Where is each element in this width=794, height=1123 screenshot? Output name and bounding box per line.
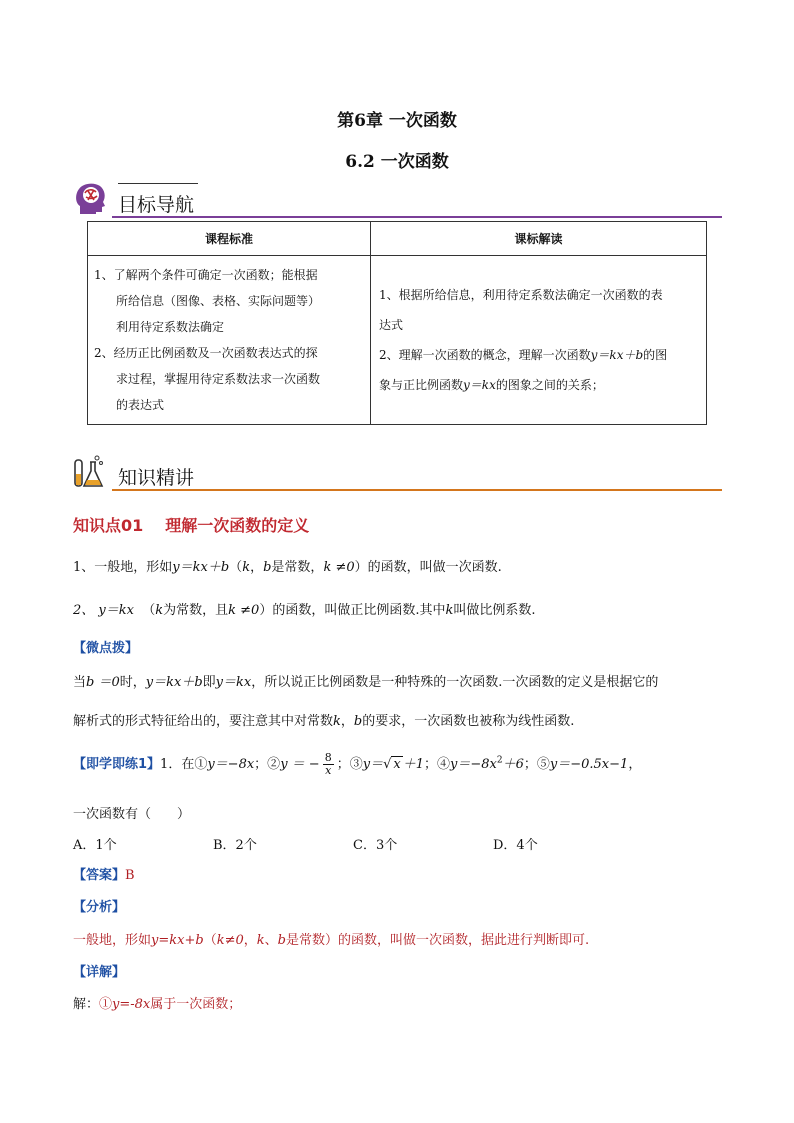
math-expr: b ＝0	[86, 675, 120, 690]
text: （	[229, 560, 243, 575]
option-c: C．3个	[353, 838, 398, 853]
course-standards-table	[87, 221, 707, 425]
text: ，	[250, 560, 264, 575]
interp-text: 的图象之间的关系；	[495, 378, 604, 392]
standard-line: 所给信息（图像、表格、实际问题等）	[116, 294, 321, 308]
text: 、	[264, 933, 278, 948]
option-b: B．2个	[213, 838, 257, 853]
text: ①	[99, 997, 113, 1012]
table-cell-standard	[88, 256, 371, 425]
text: 解析式的形式特征给出的，要注意其中对常数	[73, 714, 334, 729]
practice-question: 【即学即练1】1．在①y＝−8x；②y ＝ − $\frac{8}{x}$ ；③y＝√ x ＋1；$④y=-8x^2+6$；⑤y＝−0.5x−1，	[73, 751, 642, 777]
math-expr: y＝	[362, 757, 384, 772]
text: 即	[202, 675, 216, 690]
answer-line	[73, 864, 135, 883]
text: 叫做比例系数.	[453, 603, 536, 618]
math-expr: b	[277, 933, 286, 948]
math-expr: y ＝ −	[280, 757, 320, 772]
math-expr: k	[445, 603, 454, 618]
standard-line: 求过程，掌握用待定系数法求一次函数	[116, 372, 321, 386]
definition-2	[73, 599, 536, 618]
analysis-label: 【分析】	[73, 900, 126, 915]
text: 解：	[73, 997, 100, 1012]
option-a: A．1个	[73, 838, 117, 853]
text: ）的函数，叫做一次函数.	[354, 560, 502, 575]
exponent: 2	[496, 755, 503, 766]
fraction-denominator: x	[325, 764, 332, 777]
text: 当	[73, 675, 87, 690]
math-expr: k	[155, 603, 164, 618]
interp-text: 象与正比例函数	[379, 378, 464, 392]
answer-label: 【答案】	[73, 868, 126, 883]
text: ）的函数，叫做正比例函数.其中	[259, 603, 446, 618]
math-expr: y＝kx＋b	[590, 348, 644, 362]
tip-line-2	[73, 710, 574, 729]
math-expr: y＝kx＋b	[172, 560, 230, 575]
math-expr: y＝kx＋b	[145, 675, 203, 690]
practice-question-line-2: 一次函数有（ ）	[73, 807, 191, 822]
text: ，	[243, 933, 257, 948]
text: ；⑤	[523, 757, 550, 772]
text: 属于一次函数；	[150, 997, 242, 1012]
text: （	[203, 933, 217, 948]
interp-line	[379, 340, 698, 370]
knowledge-point-heading	[73, 513, 331, 536]
text: ，	[628, 757, 642, 772]
knowledge-header-title: 知识精讲	[118, 467, 195, 489]
table-header-row	[88, 222, 707, 256]
interp-text: 2、理解一次函数的概念，理解一次函数	[379, 348, 591, 362]
math-expr: k	[256, 933, 265, 948]
text: 1、一般地，形如	[73, 560, 173, 575]
standard-line: 利用待定系数法确定	[116, 320, 225, 334]
kp-title: 理解一次函数的定义	[165, 516, 310, 535]
option-d: D．4个	[493, 838, 538, 853]
nav-header-title: 目标导航	[118, 194, 195, 216]
text: ；②	[254, 757, 281, 772]
text: 的要求，一次函数也被称为线性函数.	[362, 714, 575, 729]
math-expr: k ≠0	[323, 560, 355, 575]
text: ；③	[336, 757, 363, 772]
interp-line: 1、根据所给信息，利用待定系数法确定一次函数的表	[379, 288, 663, 302]
text: ，所以说正比例函数是一种特殊的一次函数.一次函数的定义是根据它的	[251, 675, 659, 690]
math-expr: k	[333, 714, 341, 729]
math-expr: k	[242, 560, 251, 575]
definition-1	[73, 556, 502, 575]
text: 为常数，且	[163, 603, 229, 618]
detail-text	[73, 993, 241, 1012]
text: 时，	[119, 675, 146, 690]
fraction-numerator: 8	[324, 751, 332, 764]
standard-line: 2、经历正比例函数及一次函数表达式的探	[94, 346, 318, 360]
text: 是常数）的函数，叫做一次函数，据此进行判断即可.	[286, 933, 590, 948]
math-expr: y＝kx	[215, 675, 252, 690]
math-expr: ＋6	[502, 757, 524, 772]
interp-line: 达式	[379, 318, 404, 332]
math-expr: y=-8x	[112, 997, 151, 1012]
math-expr: b	[263, 560, 272, 575]
table-head-left: 课程标准	[88, 222, 371, 256]
practice-options	[73, 834, 633, 853]
text: ；④	[424, 757, 451, 772]
detail-label: 【详解】	[73, 965, 126, 980]
table-head-right: 课标解读	[371, 222, 707, 256]
brain-head-icon	[72, 180, 110, 218]
fraction	[323, 752, 334, 777]
tip-label: 【微点拨】	[73, 641, 139, 656]
radicand: x	[393, 757, 401, 772]
table-row	[88, 256, 707, 425]
math-expr: y＝−8x	[450, 757, 497, 772]
math-expr: k ≠0	[228, 603, 260, 618]
math-expr: y＝−0.5x−1	[549, 757, 629, 772]
chapter-title: 第6章 一次函数	[337, 111, 457, 131]
math-expr: b	[353, 714, 363, 729]
tip-line-1	[73, 671, 658, 690]
table-cell-interpretation	[371, 256, 707, 425]
standard-line: 1、了解两个条件可确定一次函数；能根据	[94, 268, 318, 282]
section-title: 6.2 一次函数	[345, 152, 449, 172]
math-expr: 2、 y＝kx	[73, 603, 134, 618]
text: ，	[340, 714, 354, 729]
practice-label: 【即学即练1】	[73, 757, 161, 772]
knowledge-header-rule	[112, 489, 722, 491]
text: 一般地，形如	[73, 933, 152, 948]
text: 1．在①	[160, 757, 208, 772]
math-expr: ＋1	[402, 757, 424, 772]
text: 是常数，	[271, 560, 324, 575]
header-top-line	[118, 183, 198, 184]
math-expr: y＝−8x	[207, 757, 255, 772]
standard-line: 的表达式	[116, 398, 165, 412]
math-expr: y＝kx	[463, 378, 496, 392]
math-expr: k≠0	[216, 933, 244, 948]
interp-text: 的图	[643, 348, 668, 362]
interp-line	[379, 370, 698, 400]
lab-flask-icon	[70, 454, 108, 492]
math-expr: y=kx+b	[151, 933, 204, 948]
kp-number: 知识点01	[73, 516, 144, 535]
analysis-text	[73, 929, 589, 948]
text: （	[142, 603, 156, 618]
answer-value: B	[125, 868, 135, 883]
nav-header-rule	[112, 216, 722, 218]
